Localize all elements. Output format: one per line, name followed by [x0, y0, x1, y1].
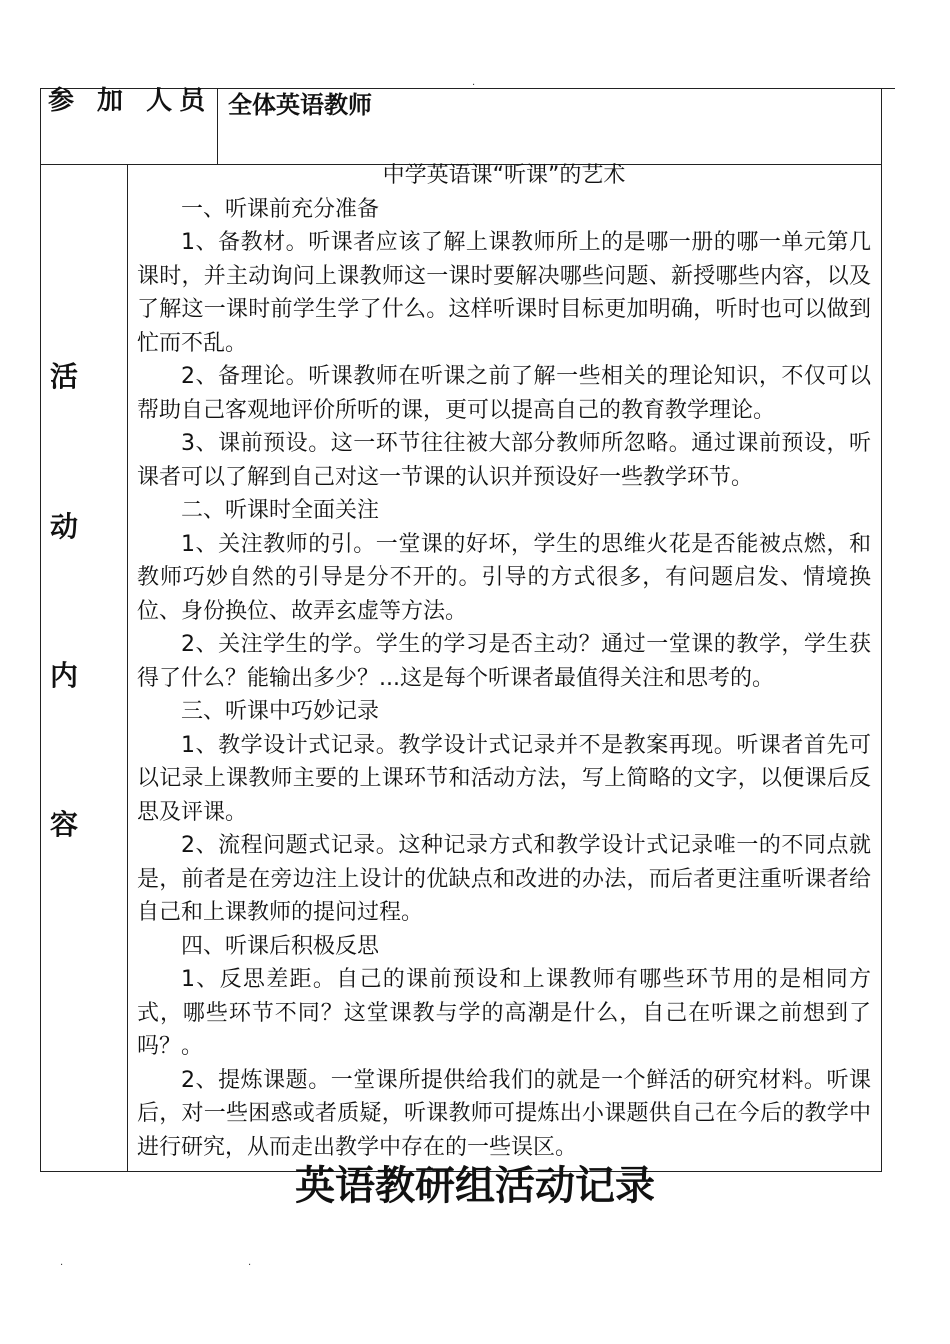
- paragraph-1-1: 1、备教材。听课者应该了解上课教师所上的是哪一册的哪一单元第几课时，并主动询问上课教师这一课时要解决哪些问题、新授哪些内容，以及了解这一课时前学生学了什么。这样听课时目标更加明确，听时也可以做到忙而不乱。: [137, 230, 871, 356]
- paragraph-2-2: 2、关注学生的学。学生的学习是否主动？通过一堂课的教学，学生获得了什么？能输出多少？...这是每个听课者最值得关注和思考的。: [137, 632, 871, 691]
- bottom-dot-mark-left: .: [60, 1257, 64, 1268]
- paragraph-4-1: 1、反思差距。自己的课前预设和上课教师有哪些环节用的是相同方式，哪些环节不同？这堂课教与学的高潮是什么，自己在听课之前想到了吗？。: [137, 967, 871, 1059]
- paragraph-3-1: 1、教学设计式记录。教学设计式记录并不是教案再现。听课者首先可以记录上课教师主要的上课环节和活动方法，写上简略的文字，以便课后反思及评课。: [137, 732, 871, 825]
- activity-label-char-2: 动: [49, 510, 78, 543]
- activity-column-divider: [127, 164, 128, 1172]
- section-heading-4: 四、听课后积极反思: [181, 933, 380, 959]
- paragraph-3-2: 2、流程问题式记录。这种记录方式和教学设计式记录唯一的不同点就是，前者是在旁边注上设计的优缺点和改进的办法，而后者更注重听课者给自己和上课教师的提问过程。: [137, 833, 871, 925]
- activity-label-char-4: 容: [49, 808, 78, 841]
- activity-label-char-3: 内: [49, 659, 78, 692]
- activity-content: [137, 159, 871, 1164]
- section-heading-3: 三、听课中巧妙记录: [181, 699, 380, 724]
- section-heading-2: 二、听课时全面关注: [181, 498, 380, 523]
- table-left-border: [40, 88, 41, 1172]
- table-right-border: [881, 88, 882, 1172]
- paragraph-4-2: 2、提炼课题。一堂课所提供给我们的就是一个鲜活的研究材料。听课后，对一些困惑或者质疑，听课教师可提炼出小课题供自己在今后的教学中进行研究，从而走出教学中存在的一些误区。: [137, 1067, 871, 1160]
- bottom-dot-mark-right: .: [248, 1257, 252, 1268]
- paragraph-1-3: 3、课前预设。这一环节往往被大部分教师所忽略。通过课前预设，听课者可以了解到自己对这一节课的认识并预设好一些教学环节。: [137, 431, 871, 490]
- article-title: 中学英语课“听课”的艺术: [382, 163, 626, 188]
- participants-label: 参 加 人员: [48, 86, 213, 116]
- participants-column-divider: [217, 88, 218, 165]
- top-dot-mark: .: [472, 77, 476, 88]
- paragraph-1-2: 2、备理论。听课教师在听课之前了解一些相关的理论知识，不仅可以帮助自己客观地评价所听的课，更可以提高自己的教育教学理论。: [137, 364, 871, 423]
- section-heading-1: 一、听课前充分准备: [181, 196, 380, 222]
- activity-label-char-1: 活: [49, 360, 78, 393]
- record-title: 英语教研组活动记录: [295, 1163, 655, 1209]
- participants-value: 全体英语教师: [228, 91, 372, 119]
- paragraph-2-1: 1、关注教师的引。一堂课的好坏，学生的思维火花是否能被点燃，和教师巧妙自然的引导是分不开的。引导的方式很多，有问题启发、情境换位、身份换位、故弄玄虚等方法。: [137, 531, 871, 624]
